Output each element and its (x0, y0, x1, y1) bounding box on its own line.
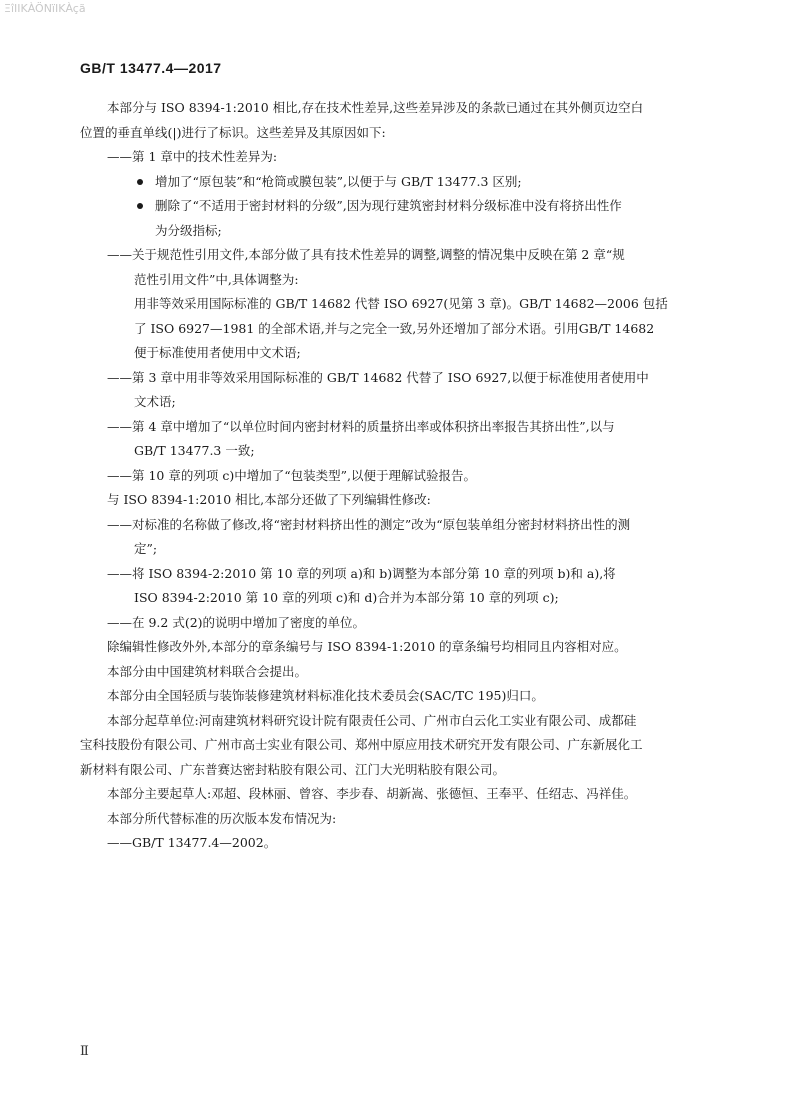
page-number: Ⅱ (80, 1044, 89, 1059)
paragraph (107, 635, 722, 660)
text-line-wrap (80, 733, 722, 758)
text-line-wrap (107, 439, 722, 464)
text-line: ——GB/T 13477.4—2002。 (107, 835, 277, 850)
text-line: 本部分所代替标准的历次版本发布情况为: (107, 810, 337, 826)
text-line: ——第 4 章中增加了“以单位时间内密封材料的质量挤出率或体积挤出率报告其挤出性”,以与 (107, 418, 615, 434)
paragraph (107, 660, 722, 685)
text-line: 宝科技股份有限公司、广州市高士实业有限公司、郑州中原应用技术研究开发有限公司、广东新展化工 (80, 737, 643, 752)
dash-item (107, 464, 722, 489)
text-line: 新材料有限公司、广东普赛达密封粘胶有限公司、江门大光明粘胶有限公司。 (80, 761, 506, 777)
text-line: ——将 ISO 8394-2:2010 第 10 章的列项 a)和 b)调整为本部分第 10 章的列项 b)和 a),将 (107, 565, 616, 581)
text-line: 本部分由全国轻质与装饰装修建筑材料标准化技术委员会(SAC/TC 195)归口。 (107, 688, 544, 703)
bullet-item (107, 170, 722, 195)
watermark-text: ΞîΙΙΚÀÖΝïΙΚÀçã (4, 2, 86, 15)
text-line: 范性引用文件”中,具体调整为: (134, 271, 299, 287)
text-line-wrap (107, 586, 722, 611)
text-line-wrap (107, 268, 722, 293)
text-line: 文术语; (134, 394, 176, 409)
paragraph (107, 807, 722, 832)
text-line-wrap (107, 317, 722, 342)
text-line: ——关于规范性引用文件,本部分做了具有技术性差异的调整,调整的情况集中反映在第 2 章“规 (107, 247, 625, 262)
paragraph (107, 684, 722, 709)
dash-item (107, 145, 722, 170)
dash-item (107, 415, 722, 440)
bullet-item (107, 194, 722, 243)
text-line: 与 ISO 8394-1:2010 相比,本部分还做了下列编辑性修改: (107, 492, 431, 507)
text-line: 用非等效采用国际标准的 GB/T 14682 代替 ISO 6927(见第 3 章)。GB/T 14682—2006 包括 (134, 296, 668, 311)
text-line-wrap (107, 292, 722, 317)
text-line-wrap (107, 341, 722, 366)
text-line: GB/T 13477.3 一致; (134, 443, 255, 458)
bullet-icon (137, 203, 143, 209)
bullet-icon (137, 179, 143, 185)
text-line: 定”; (134, 541, 158, 556)
text-line-wrap (80, 758, 722, 783)
text-line: 除编辑性修改外外,本部分的章条编号与 ISO 8394-1:2010 的章条编号均相同且内容相对应。 (107, 639, 627, 654)
text-line: 本部分与 ISO 8394-1:2010 相比,存在技术性差异,这些差异涉及的条款已通过在其外侧页边空白 (107, 100, 644, 115)
dash-item (107, 831, 722, 856)
text-line: ——第 10 章的列项 c)中增加了“包装类型”,以便于理解试验报告。 (107, 467, 476, 483)
paragraph (107, 488, 722, 513)
text-line: 了 ISO 6927—1981 的全部术语,并与之完全一致,另外还增加了部分术语。引用GB/T 14682 (134, 320, 655, 336)
text-line: 本部分由中国建筑材料联合会提出。 (107, 663, 308, 679)
text-line: 位置的垂直单线(|)进行了标识。这些差异及其原因如下: (80, 124, 386, 140)
text-line: 便于标准使用者使用中文术语; (134, 345, 301, 360)
text-line: 删除了“不适用于密封材料的分级”,因为现行建筑密封材料分级标准中没有将挤出性作 (155, 198, 622, 213)
dash-item (107, 513, 722, 538)
standard-number-header: GB/T 13477.4—2017 (80, 60, 222, 76)
text-line-wrap (107, 537, 722, 562)
text-line: 本部分主要起草人:邓超、段林丽、曾容、李步春、胡新嵩、张德恒、王奉平、任绍志、冯祥佳。 (107, 786, 637, 801)
text-line: ——在 9.2 式(2)的说明中增加了密度的单位。 (107, 614, 366, 630)
dash-item (107, 243, 722, 268)
dash-item (107, 611, 722, 636)
text-line: ——第 3 章中用非等效采用国际标准的 GB/T 14682 代替了 ISO 6927,以便于标准使用者使用中 (107, 369, 649, 385)
text-line: ——对标准的名称做了修改,将“密封材料挤出性的测定”改为“原包装单组分密封材料挤出性的测 (107, 516, 631, 532)
text-line: 本部分起草单位:河南建筑材料研究设计院有限责任公司、广州市白云化工实业有限公司、成都硅 (107, 712, 637, 728)
paragraph (107, 709, 722, 734)
text-line-wrap (80, 121, 722, 146)
paragraph (107, 782, 722, 807)
text-line: 增加了“原包装”和“枪筒或膜包装”,以便于与 GB/T 13477.3 区别; (155, 173, 522, 189)
dash-item (107, 562, 722, 587)
text-line: ——第 1 章中的技术性差异为: (107, 149, 278, 164)
dash-item (107, 366, 722, 391)
text-line: 为分级指标; (155, 222, 222, 238)
foreword-body (80, 96, 722, 856)
paragraph-intro (107, 96, 722, 121)
text-line: ISO 8394-2:2010 第 10 章的列项 c)和 d)合并为本部分第 10 章的列项 c); (134, 590, 559, 605)
text-line-wrap (107, 390, 722, 415)
